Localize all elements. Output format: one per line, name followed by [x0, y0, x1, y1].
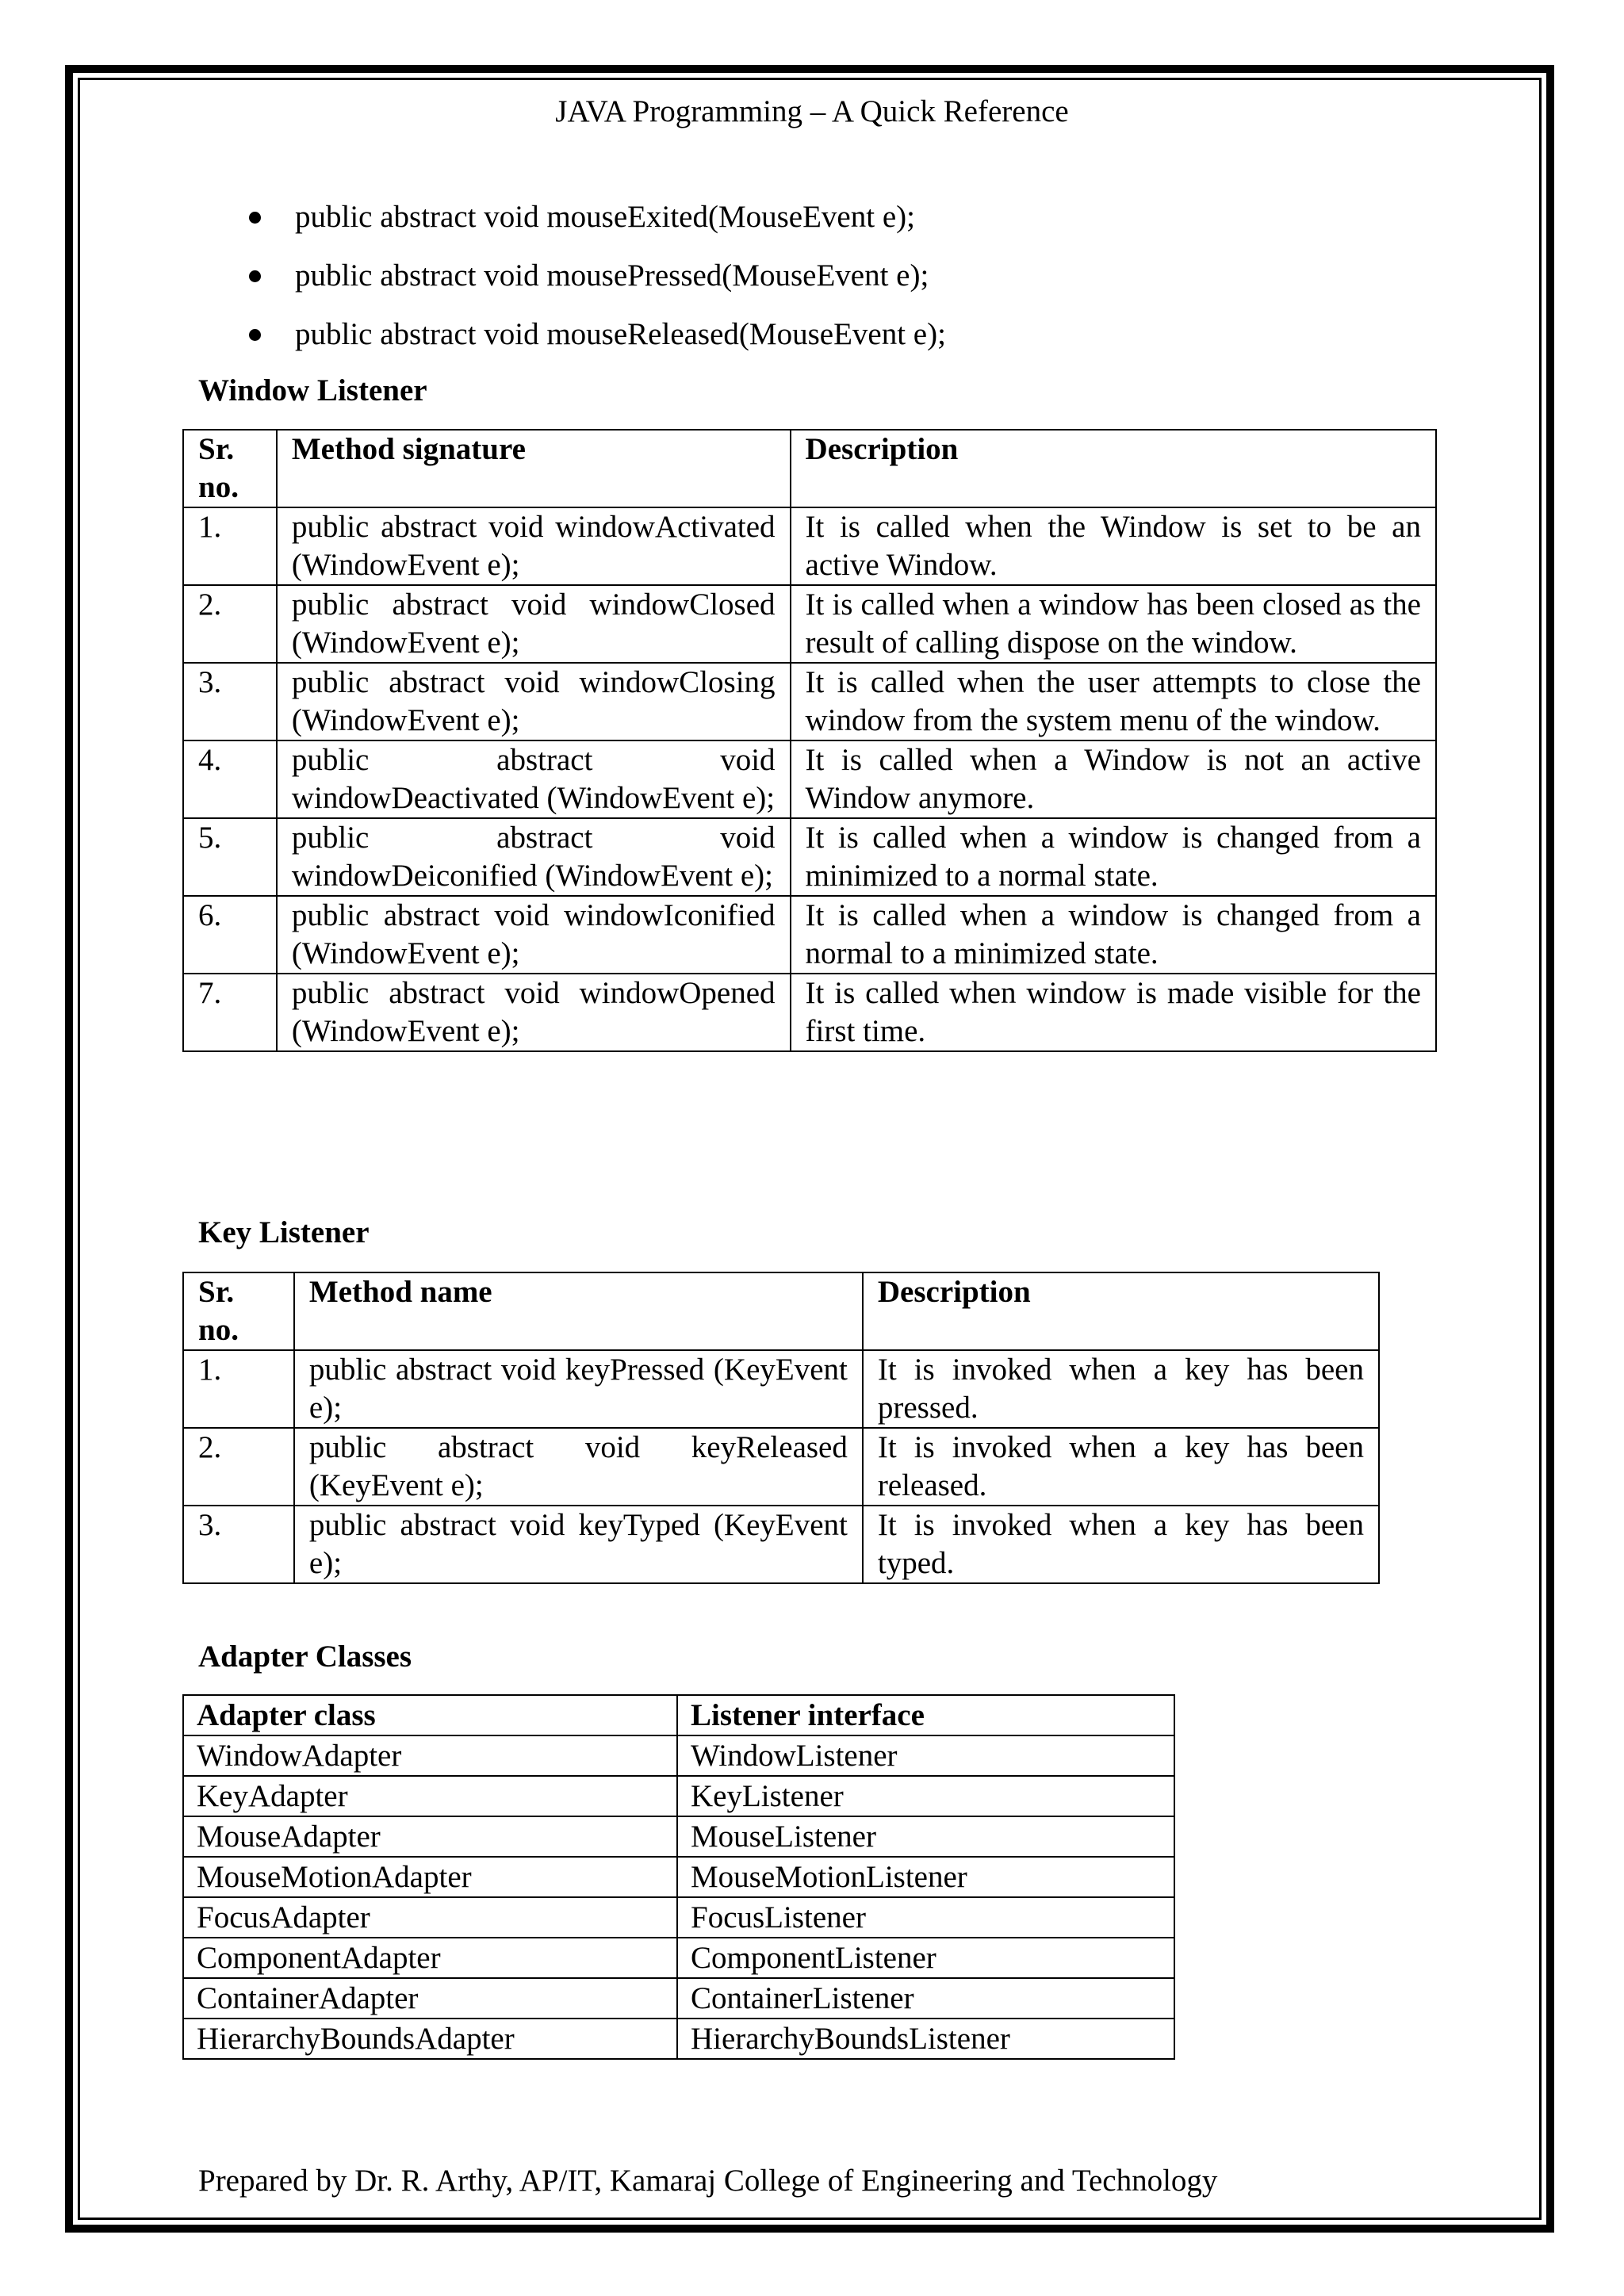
- cell-description: It is called when a window is changed from a normal to a minimized state.: [791, 896, 1436, 974]
- table-header-row: [183, 430, 1436, 507]
- cell-description: It is called when a window has been closed as the result of calling dispose on the window.: [791, 585, 1436, 663]
- table-row: [183, 818, 1436, 896]
- table-row: [183, 1735, 1174, 1776]
- cell-description: It is called when window is made visible for the first time.: [791, 974, 1436, 1051]
- cell-method: public abstract void windowIconified (WindowEvent e);: [277, 896, 791, 974]
- cell-adapter: WindowAdapter: [183, 1735, 677, 1776]
- cell-method: public abstract void keyTyped (KeyEvent e);: [294, 1506, 863, 1583]
- cell-listener: MouseListener: [677, 1816, 1174, 1857]
- cell-listener: ComponentListener: [677, 1938, 1174, 1978]
- header-adapter-class: Adapter class: [183, 1695, 677, 1735]
- cell-method: public abstract void windowOpened (WindowEvent e);: [277, 974, 791, 1051]
- header-sr-no: Sr. no.: [183, 430, 277, 507]
- cell-listener: FocusListener: [677, 1897, 1174, 1938]
- cell-sr: 3.: [183, 1506, 294, 1583]
- table-row: [183, 1428, 1379, 1506]
- cell-adapter: FocusAdapter: [183, 1897, 677, 1938]
- table-row: [183, 1978, 1174, 2019]
- cell-method: public abstract void windowDeactivated (WindowEvent e);: [277, 740, 791, 818]
- table-row: [183, 663, 1436, 740]
- cell-listener: HierarchyBoundsListener: [677, 2019, 1174, 2059]
- key-listener-heading: Key Listener: [198, 1215, 370, 1249]
- cell-sr: 1.: [183, 507, 277, 585]
- cell-method: public abstract void windowClosed (WindowEvent e);: [277, 585, 791, 663]
- cell-sr: 4.: [183, 740, 277, 818]
- cell-description: It is invoked when a key has been typed.: [863, 1506, 1379, 1583]
- table-row: [183, 1897, 1174, 1938]
- cell-method: public abstract void keyReleased (KeyEvent e);: [294, 1428, 863, 1506]
- adapter-classes-heading: Adapter Classes: [198, 1640, 412, 1674]
- cell-sr: 2.: [183, 1428, 294, 1506]
- cell-adapter: KeyAdapter: [183, 1776, 677, 1816]
- header-description: Description: [791, 430, 1436, 507]
- table-row: [183, 1857, 1174, 1897]
- page-footer: Prepared by Dr. R. Arthy, AP/IT, Kamaraj College of Engineering and Technology: [198, 2164, 1218, 2198]
- list-item: public abstract void mouseReleased(MouseEvent e);: [244, 314, 946, 373]
- header-method-name: Method name: [294, 1272, 863, 1350]
- table-header-row: [183, 1695, 1174, 1735]
- cell-adapter: MouseMotionAdapter: [183, 1857, 677, 1897]
- cell-description: It is invoked when a key has been released.: [863, 1428, 1379, 1506]
- table-header-row: [183, 1272, 1379, 1350]
- header-method-signature: Method signature: [277, 430, 791, 507]
- cell-method: public abstract void windowActivated (WindowEvent e);: [277, 507, 791, 585]
- table-row: [183, 507, 1436, 585]
- cell-adapter: ContainerAdapter: [183, 1978, 677, 2019]
- adapter-classes-table: [182, 1694, 1175, 2060]
- cell-sr: 1.: [183, 1350, 294, 1428]
- cell-sr: 5.: [183, 818, 277, 896]
- key-listener-table: [182, 1272, 1380, 1584]
- page-header: JAVA Programming – A Quick Reference: [555, 94, 1069, 128]
- window-listener-table: [182, 429, 1437, 1052]
- cell-method: public abstract void windowDeiconified (WindowEvent e);: [277, 818, 791, 896]
- cell-adapter: MouseAdapter: [183, 1816, 677, 1857]
- mouse-method-list: [244, 197, 946, 373]
- cell-description: It is called when a window is changed from a minimized to a normal state.: [791, 818, 1436, 896]
- window-listener-heading: Window Listener: [198, 373, 427, 408]
- table-row: [183, 1816, 1174, 1857]
- cell-sr: 2.: [183, 585, 277, 663]
- table-row: [183, 1776, 1174, 1816]
- cell-description: It is called when the user attempts to close the window from the system menu of the window.: [791, 663, 1436, 740]
- cell-adapter: HierarchyBoundsAdapter: [183, 2019, 677, 2059]
- table-row: [183, 896, 1436, 974]
- cell-listener: WindowListener: [677, 1735, 1174, 1776]
- cell-method: public abstract void keyPressed (KeyEvent e);: [294, 1350, 863, 1428]
- header-description: Description: [863, 1272, 1379, 1350]
- list-item: public abstract void mouseExited(MouseEvent e);: [244, 197, 946, 255]
- cell-sr: 7.: [183, 974, 277, 1051]
- table-row: [183, 585, 1436, 663]
- header-sr-no: Sr. no.: [183, 1272, 294, 1350]
- cell-description: It is invoked when a key has been pressed.: [863, 1350, 1379, 1428]
- cell-sr: 3.: [183, 663, 277, 740]
- table-row: [183, 1350, 1379, 1428]
- cell-adapter: ComponentAdapter: [183, 1938, 677, 1978]
- cell-description: It is called when the Window is set to be an active Window.: [791, 507, 1436, 585]
- table-row: [183, 974, 1436, 1051]
- list-item: public abstract void mousePressed(MouseEvent e);: [244, 255, 946, 314]
- table-row: [183, 740, 1436, 818]
- cell-method: public abstract void windowClosing (WindowEvent e);: [277, 663, 791, 740]
- table-row: [183, 2019, 1174, 2059]
- cell-listener: KeyListener: [677, 1776, 1174, 1816]
- cell-sr: 6.: [183, 896, 277, 974]
- cell-listener: MouseMotionListener: [677, 1857, 1174, 1897]
- cell-description: It is called when a Window is not an active Window anymore.: [791, 740, 1436, 818]
- header-listener-interface: Listener interface: [677, 1695, 1174, 1735]
- cell-listener: ContainerListener: [677, 1978, 1174, 2019]
- table-row: [183, 1938, 1174, 1978]
- table-row: [183, 1506, 1379, 1583]
